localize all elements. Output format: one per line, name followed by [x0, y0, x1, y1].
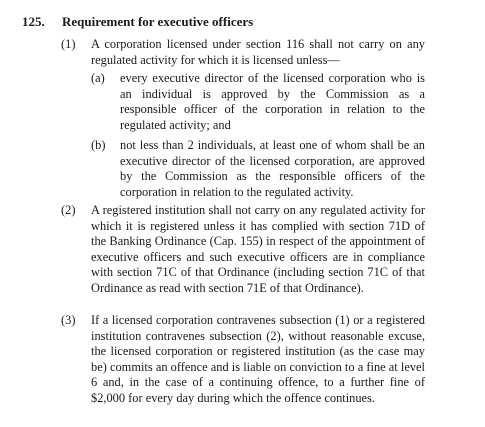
subsection-label: (1) — [61, 37, 76, 51]
paragraph-label: (b) — [91, 138, 106, 152]
subsection-text: A corporation licensed under section 116 shall not carry on any regulated activity for which it is licensed unless— — [91, 37, 425, 67]
section-number: 125. — [22, 14, 45, 29]
subsection-3 — [61, 313, 425, 407]
subsection-text: A registered institution shall not carry on any regulated activity for which it is registered unless it has complied with section 71D of the Banking Ordinance (Cap. 155) in respect of the appointment of executive officers and such executive officers are in compliance with section 71C of that Ordinance (including section 71C of that Ordinance as read with section 71E of that Ordinance). — [91, 203, 425, 295]
section-heading — [22, 14, 253, 30]
paragraph-label: (a) — [91, 71, 105, 85]
paragraph-b — [91, 138, 425, 200]
paragraph-text: not less than 2 individuals, at least one of whom shall be an executive director of the licensed corporation, are approved by the Commission as the responsible officers of the corporation in relation to the regulated activity. — [120, 138, 425, 199]
subsection-label: (2) — [61, 203, 76, 217]
subsection-2 — [61, 203, 425, 297]
subsection-label: (3) — [61, 313, 76, 327]
subsection-text: If a licensed corporation contravenes subsection (1) or a registered institution contravenes subsection (2), without reasonable excuse, the licensed corporation or registered institution (as the case may be) commits an offence and is liable on conviction to a fine at level 6 and, in the case of a continuing offence, to a further fine of $2,000 for every day during which the offence continues. — [91, 313, 425, 405]
paragraph-a — [91, 71, 425, 133]
subsection-1 — [61, 37, 425, 68]
paragraph-text: every executive director of the licensed corporation who is an individual is approved by the Commission as a responsible officer of the corporation in relation to the regulated activity; and — [120, 71, 425, 132]
section-title: Requirement for executive officers — [62, 14, 254, 29]
